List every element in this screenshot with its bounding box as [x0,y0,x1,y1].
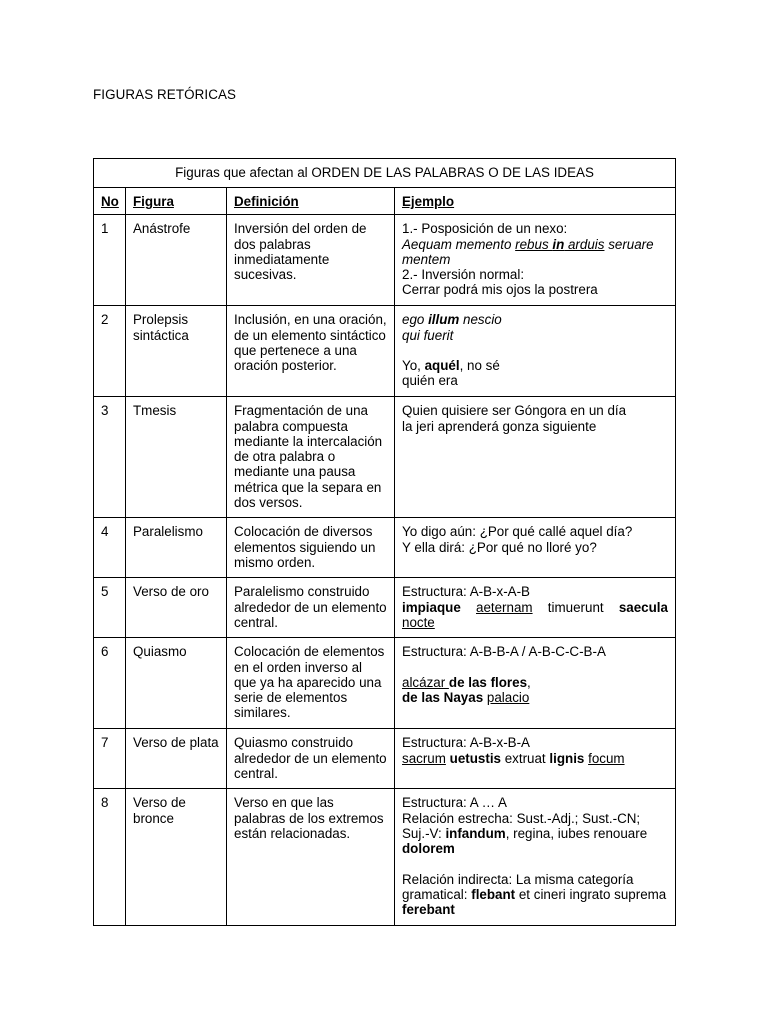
example-line [402,690,668,705]
figure-definition: Colocación de elementos en el orden inverso al que ya ha aparecido una serie de elementos similares. [227,638,395,729]
row-number: 6 [94,638,126,729]
example-line: Estructura: A-B-x-B-A [402,735,530,751]
figure-name: Verso de plata [126,729,227,789]
example-line: ego illum nescio [402,312,502,328]
row-number: 4 [94,518,126,578]
figure-example [395,397,676,518]
example-line: 2.- Inversión normal: [402,267,525,283]
row-number: 3 [94,397,126,518]
row-number: 8 [94,789,126,926]
row-number: 7 [94,729,126,789]
emphasized-word: illum [428,312,460,328]
figure-example [395,215,676,306]
underlined-word: focum [588,750,625,766]
emphasized-word: de las Nayas [402,690,484,706]
table-caption-row [94,159,676,188]
row-number: 1 [94,215,126,306]
spacer [402,343,668,358]
example-line: Estructura: A-B-x-A-B [402,584,530,600]
table-row [94,215,676,306]
emphasized-word: flebant [471,887,516,903]
figure-name: Quiasmo [126,638,227,729]
table-row [94,518,676,578]
underlined-word: nocte [402,614,435,630]
example-line: Cerrar podrá mis ojos la postrera [402,282,598,298]
figure-definition: Verso en que las palabras de los extremos están relacionadas. [227,789,395,926]
header-figura: Figura [126,188,227,215]
table-row [94,638,676,729]
underlined-word: arduis [564,236,605,252]
example-line: Yo digo aún: ¿Por qué callé aquel día? [402,524,633,540]
row-number: 2 [94,306,126,397]
figure-name: Tmesis [126,397,227,518]
emphasized-word: uetustis [449,750,501,766]
example-line: Quien quisiere ser Góngora en un día [402,403,627,419]
figure-definition: Fragmentación de una palabra compuesta mediante la intercalación de otra palabra o mediante una pausa métrica que la separa en dos versos. [227,397,395,518]
table-row [94,397,676,518]
emphasized-word: de las flores [448,674,528,690]
underlined-word: aeternam [476,599,533,615]
example-line: Estructura: A-B-B-A / A-B-C-C-B-A [402,644,606,660]
emphasized-word: lignis [549,750,585,766]
example-line: Aequam memento rebus in arduis seruare [402,236,654,252]
figure-definition: Inversión del orden de dos palabras inmediatamente sucesivas. [227,215,395,306]
figure-example [395,306,676,397]
underlined-word: sacrum [402,750,446,766]
emphasized-word: aquél [424,358,460,374]
row-number: 5 [94,578,126,638]
figure-example [395,578,676,638]
emphasized-word: saecula [618,599,668,615]
figure-example: Estructura: A … A Relación estrecha: Sust.-Adj.; Sust.-CN; Suj.-V: infandum, regina, iubes renouare dolorem Relación indirecta: La misma categoría gramatical: flebant et cineri ingrato suprema ferebant [395,789,676,926]
emphasized-word: impiaque [402,599,461,615]
rhetorical-figures-table [93,158,676,926]
example-line: Relación indirecta: La misma categoría gramatical: [402,871,634,903]
example-line: Relación estrecha: Sust.-Adj.; Sust.-CN; Suj.-V: [402,810,641,841]
example-line: sacrum uetustis extruat lignis focum [402,750,625,766]
header-no: No [94,188,126,215]
example-line: 1.- Posposición de un nexo: [402,221,568,237]
table-caption: Figuras que afectan al ORDEN DE LAS PALABRAS O DE LAS IDEAS [94,159,676,188]
example-line: qui fuerit [402,327,454,343]
emphasized-word: ferebant [402,902,455,918]
example-line: la jeri aprenderá gonza siguiente [402,418,597,434]
figure-name: Verso de bronce [126,789,227,926]
table-row [94,789,676,926]
figure-name: Paralelismo [126,518,227,578]
header-definicion: Definición [227,188,395,215]
figure-name: Prolepsis sintáctica [126,306,227,397]
underlined-word: palacio [486,690,530,706]
spacer [402,660,668,675]
emphasized-word: in [552,236,565,252]
document-title: FIGURAS RETÓRICAS [93,87,237,102]
example-line: Y ella dirá: ¿Por qué no lloré yo? [402,539,597,555]
emphasized-word: dolorem [402,841,455,857]
table-row [94,729,676,789]
figure-name: Verso de oro [126,578,227,638]
example-line: alcázar de las flores, [402,674,531,690]
figure-example [395,518,676,578]
figure-definition: Colocación de diversos elementos siguiendo un mismo orden. [227,518,395,578]
header-ejemplo: Ejemplo [395,188,676,215]
figure-definition: Paralelismo construido alrededor de un elemento central. [227,578,395,638]
example-line: Yo, aquél, no sé [402,358,500,374]
spacer [402,856,668,871]
table-row [94,578,676,638]
table-header-row [94,188,676,215]
figure-definition: Inclusión, en una oración, de un elemento sintáctico que pertenece a una oración posterior. [227,306,395,397]
table-row [94,306,676,397]
underlined-word: rebus [515,236,553,252]
underlined-word: alcázar [402,674,449,690]
figure-example [395,638,676,729]
example-line: Estructura: A … A [402,795,507,811]
example-line: impiaque aeternam timuerunt saecula [402,599,668,615]
figure-example [395,729,676,789]
figure-definition: Quiasmo construido alrededor de un elemento central. [227,729,395,789]
emphasized-word: infandum [445,825,506,841]
example-line: mentem [402,251,451,267]
figure-name: Anástrofe [126,215,227,306]
example-line: quién era [402,373,458,389]
